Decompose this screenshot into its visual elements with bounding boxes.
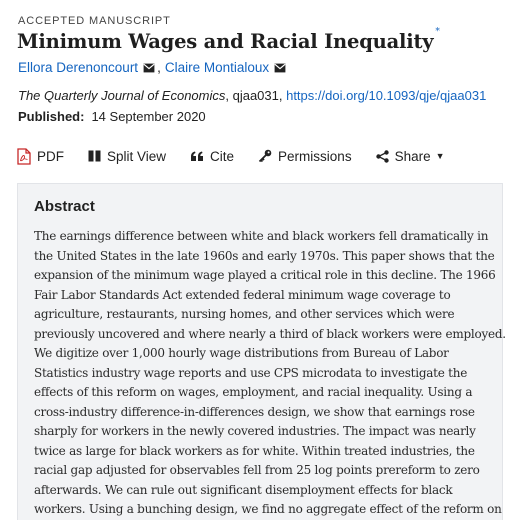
abstract-line: previously uncovered and where nearly a third of black workers were employed. [34, 326, 506, 341]
abstract-line: racial gap adjusted for observables fell from 25 log points prereform to zero [34, 463, 480, 477]
abstract-body [34, 227, 506, 520]
abstract-section [17, 183, 506, 520]
envelope-icon[interactable] [143, 63, 155, 73]
abstract-line: The earnings difference between white and black workers fell dramatically in [34, 229, 489, 243]
abstract-line: cross-industry difference-in-differences design, we show that earnings rose [34, 404, 475, 419]
pdf-button[interactable] [17, 148, 64, 165]
title-footnote-marker[interactable]: * [435, 27, 440, 37]
pdf-file-icon [17, 148, 31, 165]
article-title-text: Minimum Wages and Racial Inequality [17, 30, 434, 53]
share-dropdown[interactable] [376, 149, 445, 164]
article-title [17, 27, 440, 53]
abstract-line: expansion of the minimum wage played a critical role in this decline. The 1966 [34, 268, 496, 282]
citation-line [18, 88, 486, 103]
published-date: 14 September 2020 [91, 109, 206, 124]
key-icon [258, 149, 272, 163]
abstract-line: the United States in the late 1960s and early 1970s. This paper shows that the [34, 248, 495, 263]
cite-button[interactable] [190, 149, 234, 164]
author-separator: , [157, 60, 161, 75]
author-link-derenoncourt[interactable]: Ellora Derenoncourt [18, 60, 139, 75]
permissions-button[interactable] [258, 149, 352, 164]
share-icon [376, 150, 389, 163]
published-label: Published: [18, 109, 85, 124]
abstract-line: We digitize over 1,000 hourly wage distributions from Bureau of Labor [34, 346, 449, 360]
published-line [18, 109, 206, 124]
doi-link[interactable]: https://doi.org/10.1093/qje/qjaa031 [286, 88, 487, 103]
pdf-label: PDF [37, 148, 64, 164]
article-toolbar [17, 144, 445, 168]
share-label: Share [394, 148, 431, 164]
cite-label: Cite [210, 148, 235, 164]
split-view-button[interactable] [88, 149, 166, 164]
author-list [18, 60, 286, 75]
chevron-down-icon: ▼ [435, 151, 445, 161]
split-view-icon [88, 150, 101, 162]
author-link-montialoux[interactable]: Claire Montialoux [164, 60, 270, 75]
abstract-line: effects of this reform on wages, employment, and racial inequality. Using a [34, 385, 473, 399]
split-view-label: Split View [107, 148, 167, 164]
abstract-line: afterwards. We can rule out significant disemployment effects for black [34, 482, 453, 497]
abstract-line: Statistics industry wage reports and use CPS microdata to investigate the [34, 365, 468, 380]
abstract-line: Fair Labor Standards Act extended federal minimum wage coverage to [34, 287, 451, 302]
article-kicker: ACCEPTED MANUSCRIPT [18, 15, 171, 27]
abstract-heading: Abstract [34, 198, 95, 215]
permissions-label: Permissions [278, 148, 352, 164]
quote-icon [190, 151, 204, 162]
abstract-line: sharply for workers in the newly covered industries. The impact was nearly [34, 424, 476, 438]
abstract-line: workers. Using a bunching design, we find no aggregate effect of the reform on [34, 502, 502, 516]
article-id: , qjaa031, [225, 88, 287, 103]
abstract-line: twice as large for black workers as for white. Within treated industries, the [34, 443, 475, 458]
journal-name: The Quarterly Journal of Economics [18, 88, 226, 103]
abstract-line: agriculture, restaurants, nursing homes, and other services which were [34, 307, 455, 321]
envelope-icon[interactable] [274, 63, 286, 73]
